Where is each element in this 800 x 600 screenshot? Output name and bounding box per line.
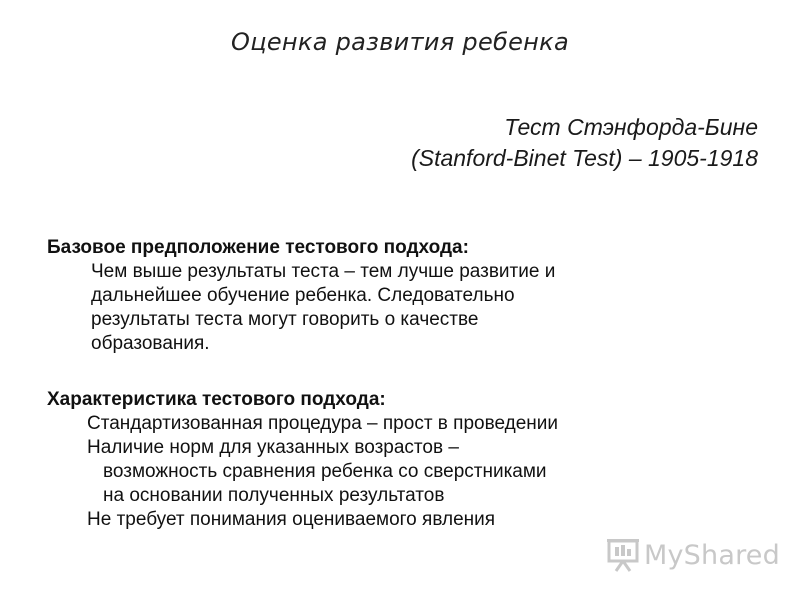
list-item-line: на основании полученных результатов xyxy=(103,485,445,506)
characteristics-section xyxy=(47,388,747,532)
assumption-line: дальнейшее обучение ребенка. Следовательно xyxy=(91,285,515,306)
presentation-board-icon xyxy=(606,538,640,572)
subtitle-line-2: (Stanford-Binet Test) – 1905-1918 xyxy=(411,145,758,171)
assumption-line: результаты теста могут говорить о качестве xyxy=(91,309,479,330)
logo-text: MyShared xyxy=(644,539,780,571)
assumption-section xyxy=(47,236,747,356)
assumption-text xyxy=(91,260,651,356)
assumption-line: Чем выше результаты теста – тем лучше развитие и xyxy=(91,261,556,282)
list-item xyxy=(47,436,747,508)
assumption-heading: Базовое предположение тестового подхода: xyxy=(47,237,469,258)
assumption-line: образования. xyxy=(91,333,210,354)
list-item-line: Стандартизованная процедура – прост в проведении xyxy=(87,413,558,434)
subtitle-line-1: Тест Стэнфорда-Бине xyxy=(504,114,758,140)
list-item-line: Не требует понимания оцениваемого явления xyxy=(87,509,496,530)
list-item xyxy=(47,508,747,532)
characteristics-list xyxy=(47,412,747,532)
subtitle xyxy=(411,112,758,174)
list-item-line: возможность сравнения ребенка со сверстниками xyxy=(103,461,547,482)
slide-title: Оценка развития ребенка xyxy=(231,28,569,56)
list-item xyxy=(47,412,747,436)
myshared-logo xyxy=(606,535,780,575)
list-item-line: Наличие норм для указанных возрастов – xyxy=(87,437,459,458)
characteristics-heading: Характеристика тестового подхода: xyxy=(47,389,386,410)
